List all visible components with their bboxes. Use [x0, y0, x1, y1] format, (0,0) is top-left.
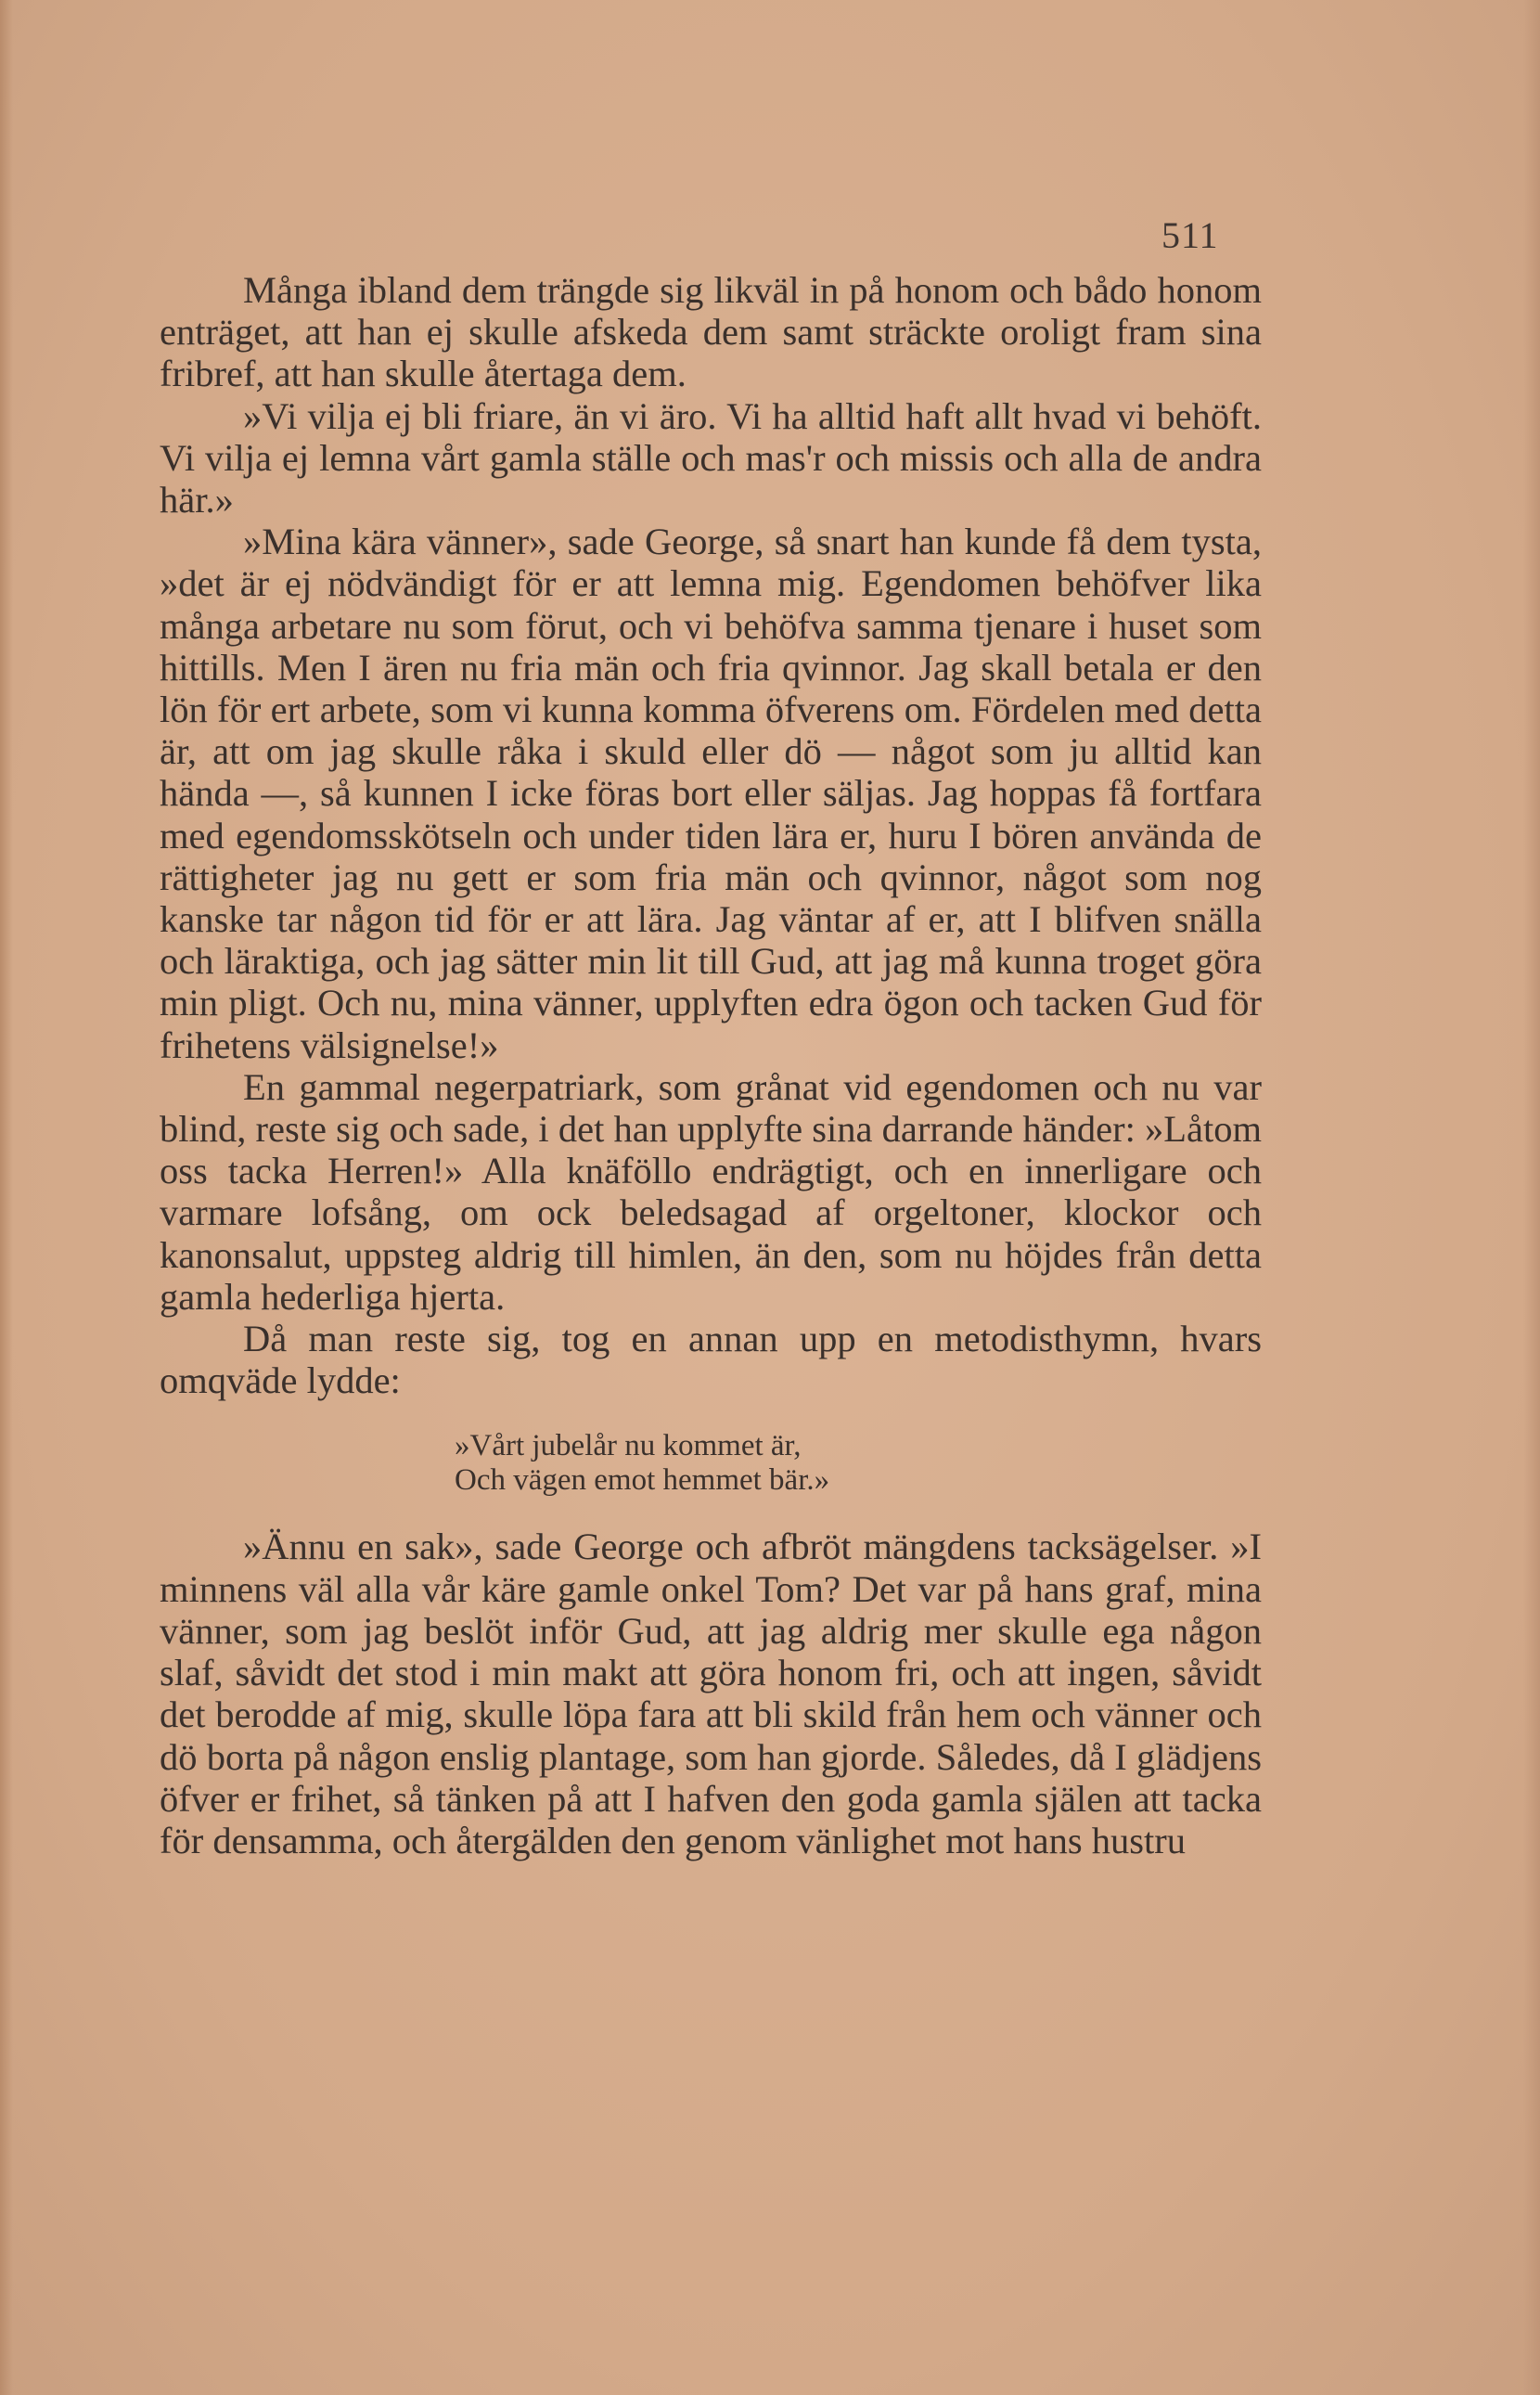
paragraph: Många ibland dem trängde sig likväl in på honom och bådo honom enträget, att han ej skulle afskeda dem samt sträckte oroligt fram sina fribref, att han skulle återtaga dem. [160, 269, 1262, 395]
paragraph: En gammal negerpatriark, som grånat vid egendomen och nu var blind, reste sig och sade, i det han upplyfte sina darrande händer: »Låtom oss tacka Herren!» Alla knäföllo endrägtigt, och en innerligare och varmare lofsång, om ock beledsagad af orgeltoner, klockor och kanonsalut, uppsteg aldrig till himlen, än den, som nu höjdes från detta gamla hederliga hjerta. [160, 1065, 1262, 1318]
paragraph: »Vi vilja ej bli friare, än vi äro. Vi ha alltid haft allt hvad vi behöft. Vi vilja ej lemna vårt gamla ställe och mas'r och missis och alla de andra här.» [160, 394, 1262, 521]
verse-line: »Vårt jubelår nu kommet är, [455, 1429, 802, 1463]
hymn-verse [455, 1429, 1262, 1498]
paragraph: Då man reste sig, tog en annan upp en metodisthymn, hvars omqväde lyddе: [160, 1318, 1262, 1402]
page-left-edge-shadow [0, 0, 13, 2395]
verse-line: Och vägen emot hemmet bär.» [455, 1463, 830, 1498]
body-text [160, 269, 1262, 1861]
page-right-edge-shadow [1523, 0, 1540, 2395]
page-number: 511 [1161, 214, 1219, 256]
paragraph: »Ännu en sak», sade George och afbröt mängdens tacksägelser. »I minnens väl alla vår käre gamle onkel Tom? Det var på hans graf, mina vänner, som jag beslöt inför Gud, att jag aldrig mer skulle ega någon slaf, såvidt det stod i min makt att göra honom fri, och att ingen, såvidt det berodde af mig, skulle löpa fara att bli skild från hem och vänner och dö borta på någon enslig plantage, som han gjorde. Således, då I glädjens öfver er frihet, så tänken på att I hafven den goda gamla själen att tacka för densamma, och återgälden den genom vänlighet mot hans hustru [160, 1526, 1262, 1861]
paragraph: »Mina kära vänner», sade George, så snart han kunde få dem tysta, »det är ej nödvändigt för er att lemna mig. Egendomen behöfver lika många arbetare nu som förut, och vi behöfva samma tjenare i huset som hittills. Men I ären nu fria män och fria qvinnor. Jag skall betala er den lön för ert arbete, som vi kunna komma öfverens om. Fördelen med detta är, att om jag skulle råka i skuld eller dö — något som ju alltid kan hända —, så kunnen I icke föras bort eller säljas. Jag hoppas få fortfara med egendomsskötseln och under tiden lära er, huru I bören använda de rättigheter jag nu gett er som fria män och qvinnor, något som nog kanske tar någon tid för er att lära. Jag väntar af er, att I blifven snälla och läraktiga, och jag sätter min lit till Gud, att jag må kunna troget göra min pligt. Och nu, mina vänner, upplyften edra ögon och tacken Gud för frihetens välsignelse!» [160, 521, 1262, 1066]
